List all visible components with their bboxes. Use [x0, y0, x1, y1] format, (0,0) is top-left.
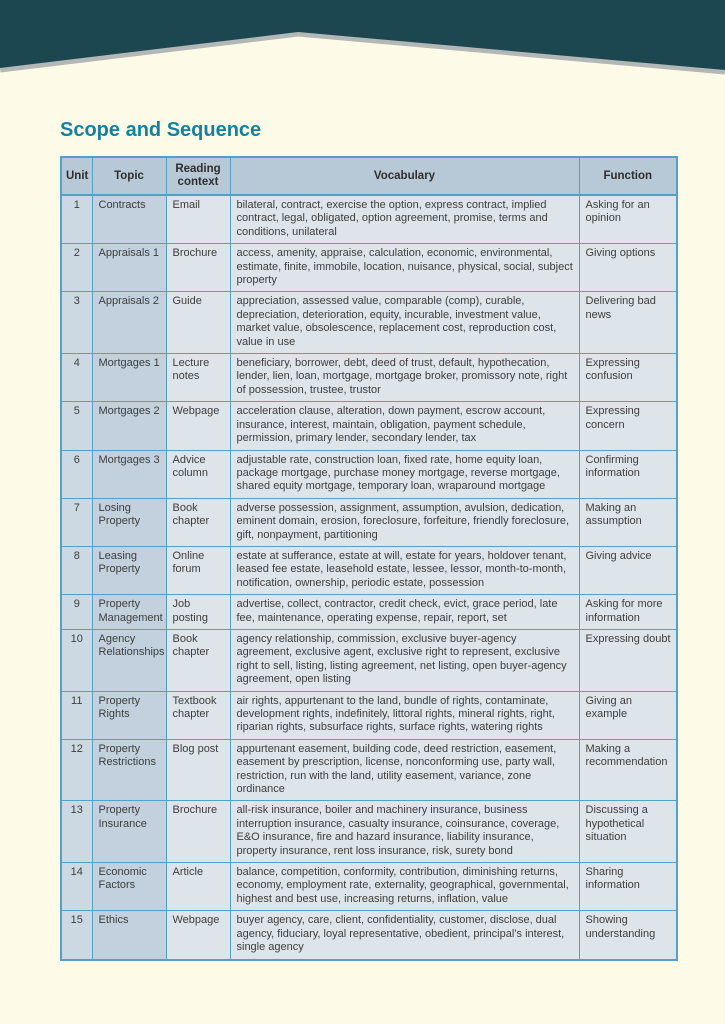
unit-cell: 1: [61, 195, 92, 244]
function-cell: Expressing confusion: [579, 354, 677, 402]
table-row: [61, 801, 677, 863]
table-header-row: [61, 157, 677, 195]
function-cell: Discussing a hypothetical situation: [579, 801, 677, 863]
reading-context-cell: Blog post: [166, 739, 230, 801]
topic-cell: Economic Factors: [92, 863, 166, 911]
reading-context-cell: Webpage: [166, 911, 230, 960]
topic-cell: Appraisals 2: [92, 292, 166, 354]
topic-cell: Losing Property: [92, 498, 166, 546]
function-cell: Giving an example: [579, 691, 677, 739]
vocabulary-cell: beneficiary, borrower, debt, deed of trust, default, hypothecation, lender, lien, loan, mortgage, mortgage broker, promissory note, right of possession, trustee, trustor: [230, 354, 579, 402]
topic-cell: Property Insurance: [92, 801, 166, 863]
unit-cell: 2: [61, 244, 92, 292]
vocabulary-cell: appurtenant easement, building code, deed restriction, easement, easement by prescription, license, nonconforming use, party wall, restriction, run with the land, utility easement, variance, zone ordinance: [230, 739, 579, 801]
vocabulary-cell: acceleration clause, alteration, down payment, escrow account, insurance, interest, maintain, obligation, payment schedule, permission, primary lender, secondary lender, tax: [230, 402, 579, 450]
unit-cell: 15: [61, 911, 92, 960]
page-title: Scope and Sequence: [60, 119, 262, 141]
table-header: [61, 157, 677, 195]
reading-context-cell: Textbook chapter: [166, 691, 230, 739]
unit-cell: 6: [61, 450, 92, 498]
topic-cell: Mortgages 3: [92, 450, 166, 498]
reading-context-cell: Online forum: [166, 546, 230, 594]
reading-context-cell: Book chapter: [166, 629, 230, 691]
column-header-topic: Topic: [92, 157, 166, 195]
reading-context-cell: Job posting: [166, 595, 230, 630]
vocabulary-cell: bilateral, contract, exercise the option, express contract, implied contract, legal, obligated, option agreement, promise, terms and conditions, unilateral: [230, 195, 579, 244]
unit-cell: 12: [61, 739, 92, 801]
vocabulary-cell: air rights, appurtenant to the land, bundle of rights, contaminate, development rights, indefinitely, littoral rights, mineral rights, right, riparian rights, subsurface rights, surface rights, watering rights: [230, 691, 579, 739]
vocabulary-cell: appreciation, assessed value, comparable (comp), curable, depreciation, deterioration, equity, incurable, investment value, market value, obsolescence, replacement cost, reproduction cost, value in use: [230, 292, 579, 354]
reading-context-cell: Advice column: [166, 450, 230, 498]
top-banner-decoration: [0, 0, 725, 92]
column-header-vocabulary: Vocabulary: [230, 157, 579, 195]
vocabulary-cell: estate at sufferance, estate at will, estate for years, holdover tenant, leased fee estate, leasehold estate, lessee, lessor, month-to-month, notification, ownership, periodic estate, possession: [230, 546, 579, 594]
vocabulary-cell: agency relationship, commission, exclusive buyer-agency agreement, exclusive agent, exclusive right to represent, exclusive right to sell, listing, listing agreement, net listing, open buyer-agency agreement, open listing: [230, 629, 579, 691]
topic-cell: Leasing Property: [92, 546, 166, 594]
function-cell: Sharing information: [579, 863, 677, 911]
function-cell: Asking for more information: [579, 595, 677, 630]
reading-context-cell: Book chapter: [166, 498, 230, 546]
function-cell: Showing understanding: [579, 911, 677, 960]
function-cell: Making a recommendation: [579, 739, 677, 801]
topic-cell: Mortgages 2: [92, 402, 166, 450]
vocabulary-cell: adjustable rate, construction loan, fixed rate, home equity loan, package mortgage, purchase money mortgage, reverse mortgage, shared equity mortgage, temporary loan, wraparound mortgage: [230, 450, 579, 498]
table-row: [61, 863, 677, 911]
vocabulary-cell: balance, competition, conformity, contribution, diminishing returns, economy, employment rate, externality, geographical, governmental, highest and best use, increasing returns, inflation, value: [230, 863, 579, 911]
function-cell: Asking for an opinion: [579, 195, 677, 244]
reading-context-cell: Lecture notes: [166, 354, 230, 402]
topic-cell: Property Management: [92, 595, 166, 630]
function-cell: Giving options: [579, 244, 677, 292]
reading-context-cell: Email: [166, 195, 230, 244]
function-cell: Confirming information: [579, 450, 677, 498]
scope-sequence-table: [60, 156, 678, 961]
unit-cell: 7: [61, 498, 92, 546]
table-row: [61, 450, 677, 498]
vocabulary-cell: all-risk insurance, boiler and machinery insurance, business interruption insurance, casualty insurance, coinsurance, coverage, E&O insurance, fire and hazard insurance, liability insurance, property insurance, rent loss insurance, risk, surety bond: [230, 801, 579, 863]
unit-cell: 14: [61, 863, 92, 911]
table-row: [61, 739, 677, 801]
unit-cell: 13: [61, 801, 92, 863]
reading-context-cell: Brochure: [166, 244, 230, 292]
vocabulary-cell: access, amenity, appraise, calculation, economic, environmental, estimate, finite, immobile, location, nuisance, physical, social, subject property: [230, 244, 579, 292]
table-row: [61, 911, 677, 960]
table-row: [61, 629, 677, 691]
unit-cell: 3: [61, 292, 92, 354]
function-cell: Making an assumption: [579, 498, 677, 546]
column-header-reading-context: Reading context: [166, 157, 230, 195]
table-row: [61, 595, 677, 630]
topic-cell: Ethics: [92, 911, 166, 960]
function-cell: Delivering bad news: [579, 292, 677, 354]
table-row: [61, 354, 677, 402]
function-cell: Expressing doubt: [579, 629, 677, 691]
topic-cell: Contracts: [92, 195, 166, 244]
topic-cell: Property Rights: [92, 691, 166, 739]
unit-cell: 5: [61, 402, 92, 450]
column-header-unit: Unit: [61, 157, 92, 195]
topic-cell: Mortgages 1: [92, 354, 166, 402]
topic-cell: Agency Relationships: [92, 629, 166, 691]
table-row: [61, 402, 677, 450]
table-row: [61, 244, 677, 292]
page-content: [0, 92, 725, 961]
topic-cell: Appraisals 1: [92, 244, 166, 292]
unit-cell: 4: [61, 354, 92, 402]
reading-context-cell: Article: [166, 863, 230, 911]
reading-context-cell: Brochure: [166, 801, 230, 863]
unit-cell: 9: [61, 595, 92, 630]
column-header-function: Function: [579, 157, 677, 195]
unit-cell: 11: [61, 691, 92, 739]
reading-context-cell: Guide: [166, 292, 230, 354]
unit-cell: 8: [61, 546, 92, 594]
table-row: [61, 498, 677, 546]
table-body: [61, 195, 677, 960]
vocabulary-cell: adverse possession, assignment, assumption, avulsion, dedication, eminent domain, erosion, foreclosure, forfeiture, friendly foreclosure, gift, nonpayment, partitioning: [230, 498, 579, 546]
function-cell: Expressing concern: [579, 402, 677, 450]
function-cell: Giving advice: [579, 546, 677, 594]
table-row: [61, 691, 677, 739]
table-row: [61, 292, 677, 354]
table-row: [61, 195, 677, 244]
topic-cell: Property Restrictions: [92, 739, 166, 801]
table-row: [61, 546, 677, 594]
reading-context-cell: Webpage: [166, 402, 230, 450]
vocabulary-cell: buyer agency, care, client, confidentiality, customer, disclose, dual agency, fiduciary, loyal representative, obedient, principal’s interest, single agency: [230, 911, 579, 960]
unit-cell: 10: [61, 629, 92, 691]
vocabulary-cell: advertise, collect, contractor, credit check, evict, grace period, late fee, maintenance, operating expense, repair, report, set: [230, 595, 579, 630]
